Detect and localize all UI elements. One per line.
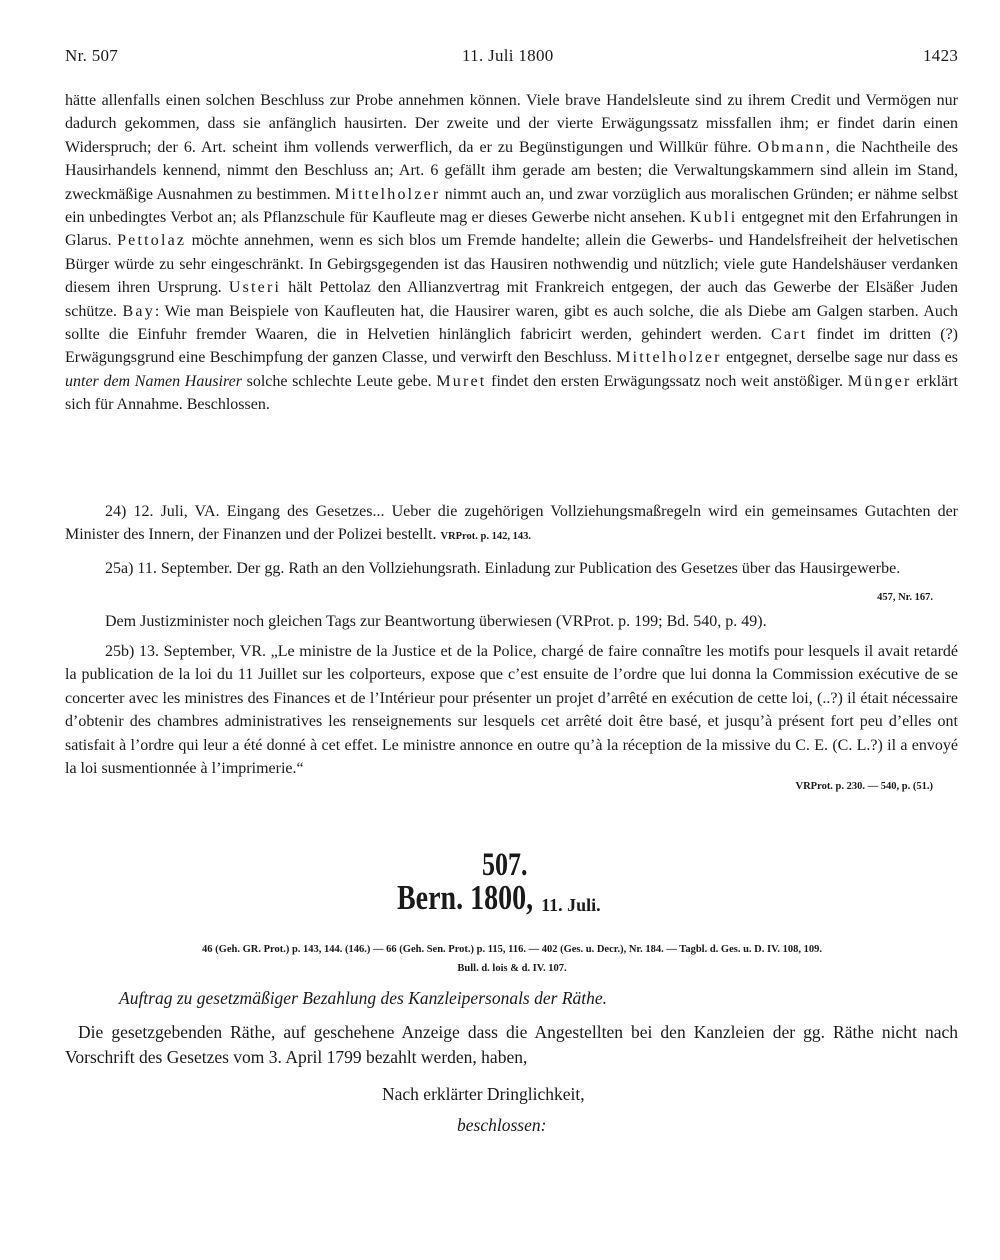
document-dateline (397, 879, 601, 919)
source-line: Bull. d. lois & d. IV. 107. (457, 963, 567, 974)
resolution-word: beschlossen: (457, 1115, 547, 1135)
speaker-name: Obmann (757, 138, 826, 156)
document-date: 11. Juli. (541, 895, 601, 915)
paragraph-25a-reference: 457, Nr. 167. (877, 592, 933, 604)
header-page-number: 1423 (923, 46, 959, 65)
italic-phrase: unter dem Namen Hausirer (65, 372, 242, 390)
document-body: Die gesetzgebenden Räthe, auf geschehene Anzeige dass die Angestellten bei den Kanzleien der gg. Räthe nicht nach Vorschrift des Gesetzes vom 3. April 1799 bezahlt werden, haben, (65, 1022, 958, 1067)
speaker-name: Bay (122, 302, 155, 320)
header-date: 11. Juli 1800 (462, 46, 554, 65)
speaker-name: Münger (847, 372, 912, 390)
paragraph-25a-continued: Dem Justizminister noch gleichen Tags zur Beantwortung überwiesen (VRProt. p. 199; Bd. 540, p. 49). (105, 613, 767, 630)
speaker-name: Muret (436, 372, 487, 390)
source-line: 46 (Geh. GR. Prot.) p. 143, 144. (146.) — 66 (Geh. Sen. Prot.) p. 115, 116. — 402 (Ges. u. Decr.), Nr. 184. — Tagbl. d. Ges. u. D. IV. 108, 109. (202, 944, 822, 955)
paragraph-25b-reference: VRProt. p. 230. — 540, p. (51.) (795, 781, 933, 793)
header-doc-number: Nr. 507 (65, 46, 119, 65)
paragraph-24: 24) 12. Juli, VA. Eingang des Gesetzes... Ueber die zugehörigen Vollziehungsmaßregeln wird ein gemeinsames Gutachten der Minister des Innern, der Finanzen und der Polizei bestellt. VRProt. p. 142, 143. (65, 503, 958, 544)
paragraph-25b: 25b) 13. September, VR. „Le ministre de la Justice et de la Police, chargé de faire connaître les motifs pour lesquels il avait retardé la publication de la loi du 11 Juillet sur les colporteurs, expose que c’est ensuite de l’ordre que lui donna la Commission exécutive de se concerter avec les ministres des Finances et de l’Intérieur pour présenter un projet d’arrêté en exécution de cette loi, (..?) il était nécessaire d’obtenir des chambres administratives les renseignements sur lesquels cet arrêté doit être basé, et jusqu’à présent fort peu d’elles ont satisfait à l’ordre qui leur a été donné à cet effet. Le ministre annonce en outre qu’à la réception de la missive du C. E. (C. L.?) il a envoyé la loi susmentionnée à l’imprimerie.“ VRProt. p. 230. — 540, p. (51.) (65, 643, 958, 793)
speaker-name: Cart (771, 326, 808, 344)
source-references (60, 940, 964, 978)
speaker-name: Mittelholzer (334, 185, 441, 203)
paragraph-25a: 25a) 11. September. Der gg. Rath an den Vollziehungsrath. Einladung zur Publication des Gesetzes über das Hausirgewerbe. 457, Nr. 167. (65, 557, 958, 610)
urgency-clause: Nach erklärter Dringlichkeit, (382, 1084, 585, 1104)
document-title: Auftrag zu gesetzmäßiger Bezahlung des Kanzleipersonals der Räthe. (119, 988, 608, 1008)
speaker-name: Usteri (228, 279, 282, 297)
paragraph-24-reference: VRProt. p. 142, 143. (440, 531, 531, 543)
document-place-year: Bern. 1800, (397, 879, 534, 918)
document-number: 507. (482, 846, 528, 883)
paragraph-debate: hätte allenfalls einen solchen Beschluss zur Probe annehmen können. Viele brave Handelsleute sind zu ihrem Credit und Vermögen nur dadurch gekommen, dass sie anfänglich hausirten. Der zweite und der vierte Erwägungssatz missfallen ihm; er findet darin einen Widerspruch; der 6. Art. scheint ihm vollends verwerflich, da er zu Begünstigungen und Willkür führe. Obmann, die Nachtheile des Hausirhandels kennend, nimmt den Beschluss an; Art. 6 gefällt ihm gerade am besten; die Verwaltungskammern sind allein im Stand, zweckmäßige Ausnahmen zu bestimmen. Mittelholzer nimmt auch an, und zwar vorzüglich aus moralischen Gründen; er nähme selbst ein unbedingtes Verbot an; als Pflanzschule für Kaufleute mag er dieses Gewerbe nicht ansehen. Kubli entgegnet mit den Erfahrungen in Glarus. Pettolaz möchte annehmen, wenn es sich blos um Fremde handelte; allein die Gewerbs- und Handelsfreiheit der helvetischen Bürger würde zu sehr eingeschränkt. In Gebirgsgegenden ist das Hausiren nothwendig und nützlich; viele gute Handelshäuser verdanken diesem ihren Ursprung. Usteri hält Pettolaz den Allianzvertrag mit Frankreich entgegen, der auch das Gewerbe der Elsäßer Juden schütze. Bay: Wie man Beispiele von Kaufleuten hat, die Hausirer waren, gibt es auch solche, die als Diebe am Galgen starben. Auch sollte die Einfuhr fremder Waaren, die in Helvetien hinlänglich fabricirt werden, gehindert werden. Cart findet im dritten (?) Erwägungsgrund eine Beschimpfung der ganzen Classe, und verwirft den Beschluss. Mittelholzer entgegnet, derselbe sage nur dass es unter dem Namen Hausirer solche schlechte Leute gebe. Muret findet den ersten Erwägungssatz noch weit anstößiger. Münger erklärt sich für Annahme. Beschlossen. (65, 92, 959, 414)
speaker-name: Pettolaz (117, 232, 187, 250)
speaker-name: Kubli (689, 209, 738, 227)
speaker-name: Mittelholzer (616, 349, 722, 367)
